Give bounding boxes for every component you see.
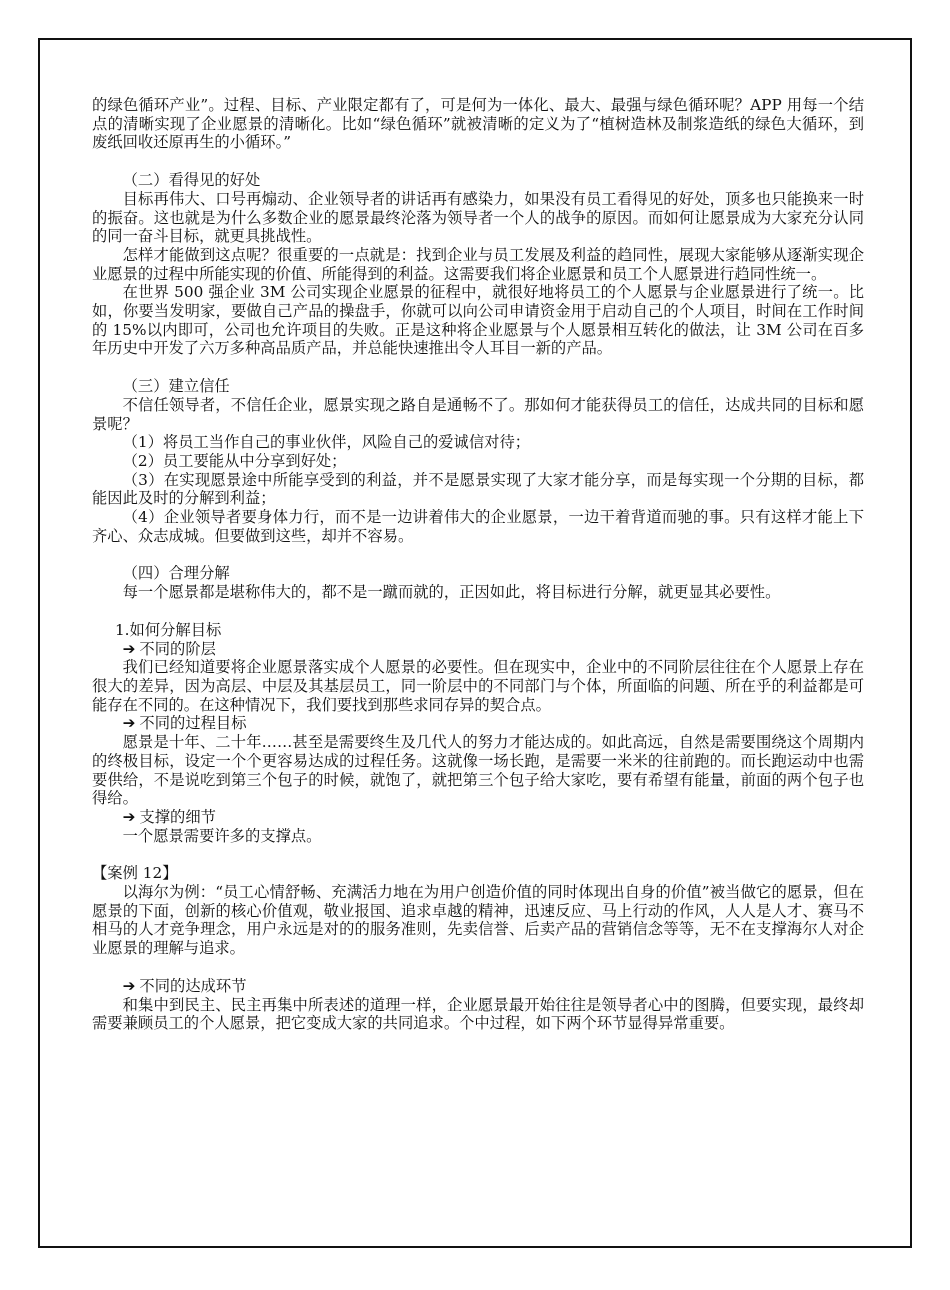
arrow-heading <box>92 714 864 733</box>
paragraph: 在世界 500 强企业 3M 公司实现企业愿景的征程中，就很好地将员工的个人愿景与企业愿景进行了统一。比如，你要当发明家，要做自己产品的操盘手，你就可以向公司申请资金用于启动自己的个人项目，时间在工作时间的 15%以内即可，公司也允许项目的失败。正是这种将企业愿景与个人愿景相互转化的做法，让 3M 公司在百多年历史中开发了六万多种高品质产品，并总能快速推出令人耳目一新的产品。 <box>92 283 864 358</box>
right-arrow-icon: ➔ <box>122 714 136 733</box>
paragraph-intro: 的绿色循环产业”。过程、目标、产业限定都有了，可是何为一体化、最大、最强与绿色循环呢？APP 用每一个结点的清晰实现了企业愿景的清晰化。比如“绿色循环”就被清晰的定义为了“植树造林及制浆造纸的绿色大循环，到废纸回收还原再生的小循环。” <box>92 96 864 152</box>
right-arrow-icon: ➔ <box>122 807 136 826</box>
right-arrow-icon: ➔ <box>122 976 136 995</box>
arrow-heading <box>92 640 864 659</box>
paragraph: 我们已经知道要将企业愿景落实成个人愿景的必要性。但在现实中，企业中的不同阶层往往在个人愿景上存在很大的差异，因为高层、中层及其基层员工，同一阶层中的不同部门与个体，所面临的问题、所在乎的利益都是可能存在不同的。在这种情况下，我们要找到那些求同存异的契合点。 <box>92 658 864 714</box>
arrow-heading-label: 不同的过程目标 <box>139 714 247 733</box>
list-item: （3）在实现愿景途中所能享受到的利益，并不是愿景实现了大家才能分享，而是每实现一个分期的目标，都能因此及时的分解到利益； <box>92 470 864 508</box>
arrow-heading-label: 支撑的细节 <box>139 807 216 826</box>
arrow-heading-label: 不同的阶层 <box>139 639 216 658</box>
case-title: 【案例 12】 <box>92 864 178 883</box>
paragraph: 以海尔为例：“员工心情舒畅、充满活力地在为用户创造价值的同时体现出自身的价值”被当做它的愿景，但在愿景的下面，创新的核心价值观，敬业报国、追求卓越的精神，迅速反应、马上行动的作风，人人是人才、赛马不相马的人才竞争理念，用户永远是对的的服务准则，先卖信誉、后卖产品的营销信念等等，无不在支撑海尔人对企业愿景的理解与追求。 <box>92 883 864 958</box>
list-item: （1）将员工当作自己的事业伙伴，风险自己的爱诚信对待； <box>122 433 531 452</box>
section-heading-3: （三）建立信任 <box>122 377 230 396</box>
section-heading-4: （四）合理分解 <box>122 564 230 583</box>
section-heading-2: （二）看得见的好处 <box>122 171 261 190</box>
arrow-heading <box>92 808 864 827</box>
paragraph: 每一个愿景都是堪称伟大的，都不是一蹴而就的，正因如此，将目标进行分解，就更显其必要性。 <box>122 583 781 602</box>
subsection-heading: 1.如何分解目标 <box>114 620 222 639</box>
arrow-heading-label: 不同的达成环节 <box>139 976 247 995</box>
right-arrow-icon: ➔ <box>122 639 136 658</box>
paragraph: 目标再伟大、口号再煽动、企业领导者的讲话再有感染力，如果没有员工看得见的好处，顶多也只能换来一时的振奋。这也就是为什么多数企业的愿景最终沦落为领导者一个人的战争的原因。而如何让愿景成为大家充分认同的同一奋斗目标，就更具挑战性。 <box>92 189 864 246</box>
paragraph: 一个愿景需要许多的支撑点。 <box>122 826 322 845</box>
document-body <box>92 96 864 1033</box>
paragraph: 愿景是十年、二十年……甚至是需要终生及几代人的努力才能达成的。如此高远，自然是需要围绕这个周期内的终极目标，设定一个个更容易达成的过程任务。这就像一场长跑，是需要一米米的往前跑的。而长跑运动中也需要供给，不是说吃到第三个包子的时候，就饱了，就把第三个包子给大家吃，要有希望有能量，前面的两个包子也得给。 <box>92 733 864 808</box>
arrow-heading <box>92 977 864 996</box>
paragraph: 不信任领导者，不信任企业，愿景实现之路自是通畅不了。那如何才能获得员工的信任，达成共同的目标和愿景呢？ <box>92 395 864 433</box>
paragraph: 怎样才能做到这点呢？很重要的一点就是：找到企业与员工发展及利益的趋同性，展现大家能够从逐渐实现企业愿景的过程中所能实现的价值、所能得到的利益。这需要我们将企业愿景和员工个人愿景进行趋同性统一。 <box>92 245 864 283</box>
list-item: （4）企业领导者要身体力行，而不是一边讲着伟大的企业愿景，一边干着背道而驰的事。只有这样才能上下齐心、众志成城。但要做到这些，却并不容易。 <box>92 508 864 545</box>
list-item: （2）员工要能从中分享到好处； <box>122 451 347 470</box>
paragraph: 和集中到民主、民主再集中所表述的道理一样，企业愿景最开始往往是领导者心中的图腾，但要实现，最终却需要兼顾员工的个人愿景，把它变成大家的共同追求。个中过程，如下两个环节显得异常重要。 <box>92 995 864 1033</box>
